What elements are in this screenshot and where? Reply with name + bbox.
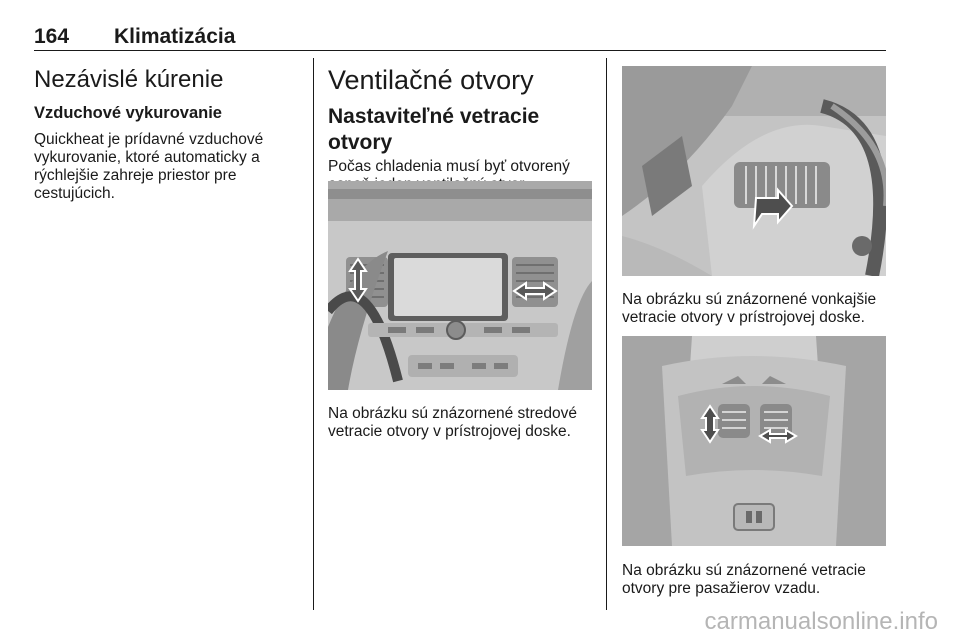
caption-line: Na obrázku sú znázornené vonkajšie [622,291,877,308]
column-divider-right [606,58,607,610]
paragraph-line: Počas chladenia musí byť otvorený [328,158,570,175]
paragraph-line: cestujúcich. [34,185,115,202]
left-column [34,66,304,203]
column-divider-left [313,58,314,610]
figure-rear-vents [622,336,886,546]
caption-line: vetracie otvory v prístrojovej doske. [622,309,865,326]
paragraph-line: rýchlejšie zahreje priestor pre [34,167,237,184]
caption-line: otvory pre pasažierov vzadu. [622,580,821,597]
caption-line: Na obrázku sú znázornené vetracie [622,562,866,579]
page-header [34,20,886,51]
paragraph-line: vykurovanie, ktoré automaticky a [34,149,260,166]
caption-line: Na obrázku sú znázornené stredové [328,405,578,422]
subheading-adjustable-vents: Nastaviteľné vetracie otvory [328,105,540,154]
chapter-title: Klimatizácia [114,25,236,48]
center-vents-caption [328,405,608,441]
outer-vents-caption [622,291,892,327]
page-number: 164 [34,25,70,48]
caption-line: vetracie otvory v prístrojovej doske. [328,423,571,440]
watermark: carmanualsonline.info [704,608,938,635]
paragraph-line: Quickheat je prídavné vzduchové [34,131,264,148]
middle-column [328,64,598,194]
figure-center-vents [328,181,592,390]
section-heading-independent-heating: Nezávislé kúrenie [34,66,224,93]
subheading-air-heating: Vzduchové vykurovanie [34,104,222,122]
figure-outer-vents [622,66,886,276]
section-heading-air-vents: Ventilačné otvory [328,65,534,95]
rear-vents-caption [622,562,892,598]
